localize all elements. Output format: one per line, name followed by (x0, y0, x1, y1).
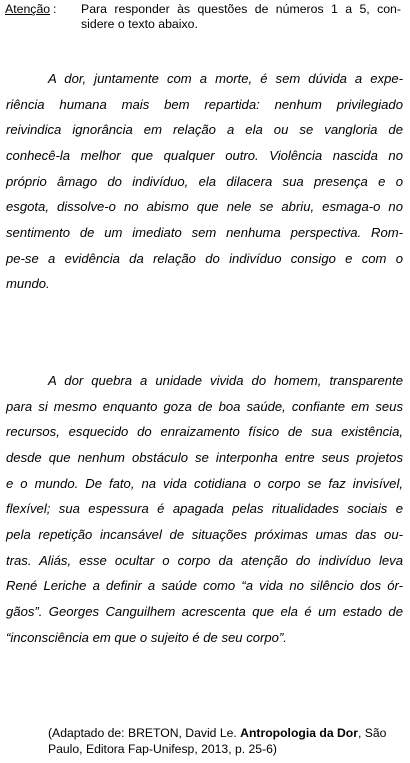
paragraph-line: mundo. (6, 276, 50, 292)
paragraph-line: flexível; sua espessura é apagada pelas ritualidades sociais e (6, 501, 403, 517)
paragraph-line: tras. Aliás, esse ocultar o corpo da atenção do indivíduo leva (6, 552, 403, 568)
paragraph-line: próprio âmago do indivíduo, ela dilacera sua presença e o (6, 173, 403, 189)
instruction-text (81, 2, 401, 32)
paragraph-line: pela repetição incansável de situações próximas umas das ou- (6, 526, 403, 542)
paragraph-line: A dor, juntamente com a morte, é sem dúvida a expe- (48, 71, 403, 86)
paragraph-line: “inconsciência em que o sujeito é de seu corpo”. (6, 629, 287, 645)
paragraph-line: reivindica ignorância em relação a ela ou se vangloria de (6, 122, 403, 138)
paragraph-line: sentimento de um imediato sem nenhuma perspectiva. Rom- (6, 224, 403, 240)
citation-line: Paulo, Editora Fap-Unifesp, 2013, p. 25-6) (48, 742, 277, 756)
citation-line (48, 725, 403, 741)
book-title: Antropologia da Dor (240, 726, 358, 740)
source-citation (48, 725, 403, 757)
instruction-line: Para responder às questões de números 1 a 5, con- (81, 2, 401, 16)
paragraph-line: conhecê-la melhor que qualquer outro. Violência nascida no (6, 147, 403, 163)
paragraph-line: riência humana mais bem repartida: nenhum privilegiado (6, 96, 403, 112)
paragraph-line: pe-se a evidência da relação do indivíduo consigo e com o (6, 250, 403, 266)
paragraph-line: para si mesmo enquanto goza de boa saúde, confiante em seus (6, 398, 403, 414)
instruction-line: sidere o texto abaixo. (81, 17, 198, 31)
paragraph-line: recursos, esquecido do enraizamento físico de sua existência, (6, 424, 403, 440)
paragraph-2 (6, 368, 403, 650)
paragraph-line: e o mundo. De fato, na vida cotidiana o corpo se faz invisível, (6, 475, 403, 491)
attention-colon: : (53, 2, 57, 16)
paragraph-1 (6, 66, 403, 297)
citation-prefix: (Adaptado de: BRETON, David Le. (48, 726, 241, 740)
paragraph-line: A dor quebra a unidade vivida do homem, transparente (48, 373, 403, 388)
paragraph-line: desde que nenhum obstáculo se interponha entre seus projetos (6, 449, 403, 465)
paragraph-line: esgota, dissolve-o no abismo que nele se abriu, esmaga-o no (6, 199, 403, 215)
citation-suffix: , São (357, 726, 387, 740)
paragraph-line: René Leriche a definir a saúde como “a vida no silêncio dos ór- (6, 578, 403, 594)
attention-label: Atenção (5, 2, 51, 16)
paragraph-line: gãos”. Georges Canguilhem acrescenta que ela é um estado de (6, 603, 403, 619)
